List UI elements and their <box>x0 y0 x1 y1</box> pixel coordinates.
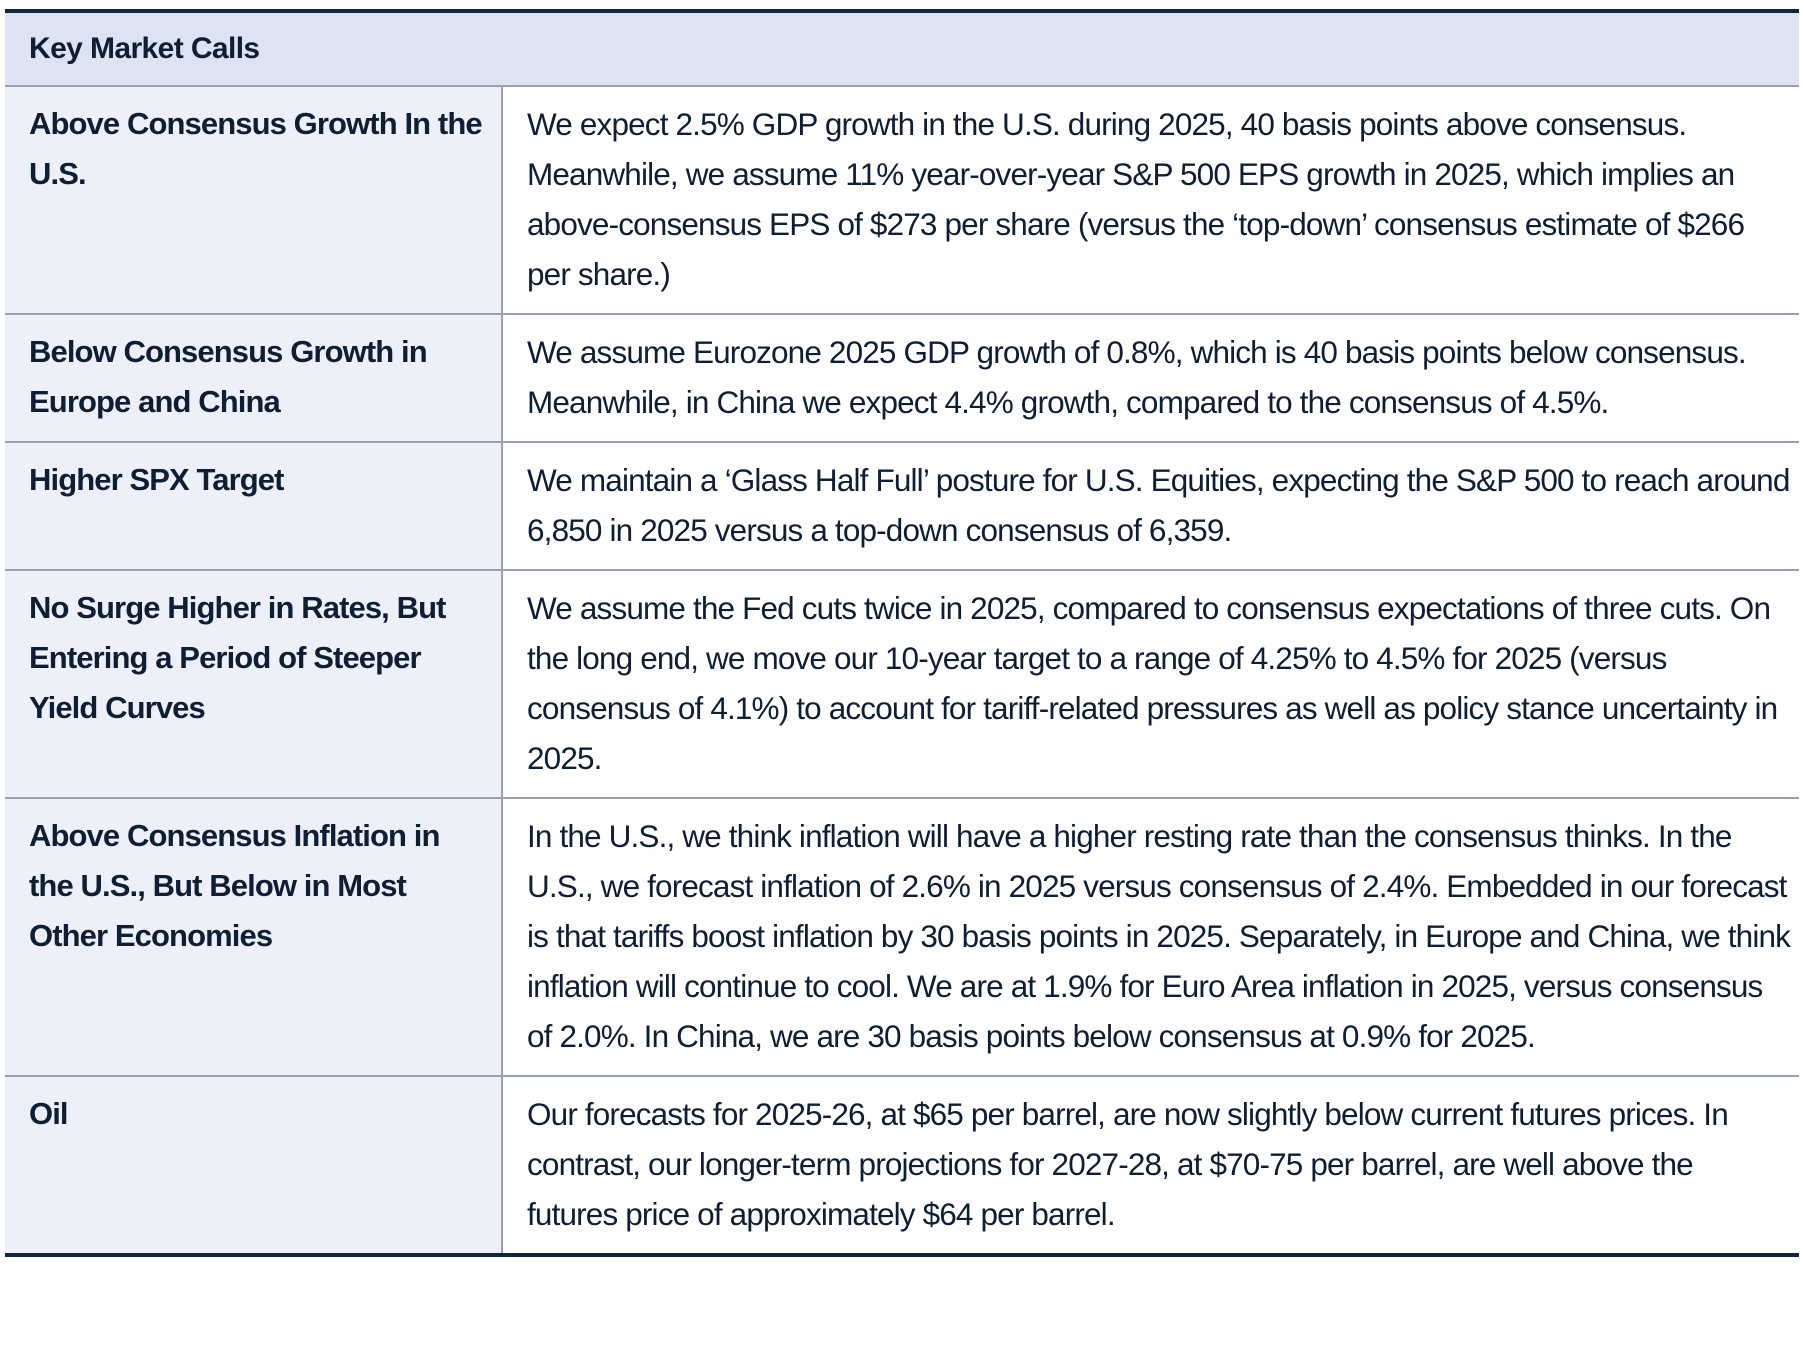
row-description: Our forecasts for 2025-26, at $65 per barrel, are now slightly below current futures prices. In contrast, our longer-term projections for 2027-28, at $70-75 per barrel, are well above the futures price of approximately $64 per barrel. <box>502 1076 1799 1255</box>
row-description: We assume the Fed cuts twice in 2025, compared to consensus expectations of three cuts. On the long end, we move our 10-year target to a range of 4.25% to 4.5% for 2025 (versus consensus of 4.1%) to account for tariff-related pressures as well as policy stance uncertainty in 2025. <box>502 570 1799 798</box>
key-market-calls-table-container <box>5 9 1799 1257</box>
table-row <box>5 442 1799 570</box>
key-market-calls-table <box>5 9 1799 1257</box>
table-title: Key Market Calls <box>5 11 1799 86</box>
row-label: Oil <box>5 1076 502 1255</box>
row-label: No Surge Higher in Rates, But Entering a Period of Steeper Yield Curves <box>5 570 502 798</box>
table-row <box>5 314 1799 442</box>
row-description: We maintain a ‘Glass Half Full’ posture for U.S. Equities, expecting the S&P 500 to reach around 6,850 in 2025 versus a top-down consensus of 6,359. <box>502 442 1799 570</box>
table-row <box>5 86 1799 314</box>
row-label: Below Consensus Growth in Europe and China <box>5 314 502 442</box>
row-label: Higher SPX Target <box>5 442 502 570</box>
row-label: Above Consensus Growth In the U.S. <box>5 86 502 314</box>
row-description: In the U.S., we think inflation will have a higher resting rate than the consensus thinks. In the U.S., we forecast inflation of 2.6% in 2025 versus consensus of 2.4%. Embedded in our forecast is that tariffs boost inflation by 30 basis points in 2025. Separately, in Europe and China, we think inflation will continue to cool. We are at 1.9% for Euro Area inflation in 2025, versus consensus of 2.0%. In China, we are 30 basis points below consensus at 0.9% for 2025. <box>502 798 1799 1076</box>
table-row <box>5 798 1799 1076</box>
table-row <box>5 570 1799 798</box>
row-label: Above Consensus Inflation in the U.S., But Below in Most Other Economies <box>5 798 502 1076</box>
table-header-row <box>5 11 1799 86</box>
row-description: We expect 2.5% GDP growth in the U.S. during 2025, 40 basis points above consensus. Meanwhile, we assume 11% year-over-year S&P 500 EPS growth in 2025, which implies an above-consensus EPS of $273 per share (versus the ‘top-down’ consensus estimate of $266 per share.) <box>502 86 1799 314</box>
row-description: We assume Eurozone 2025 GDP growth of 0.8%, which is 40 basis points below consensus. Meanwhile, in China we expect 4.4% growth, compared to the consensus of 4.5%. <box>502 314 1799 442</box>
table-row <box>5 1076 1799 1255</box>
